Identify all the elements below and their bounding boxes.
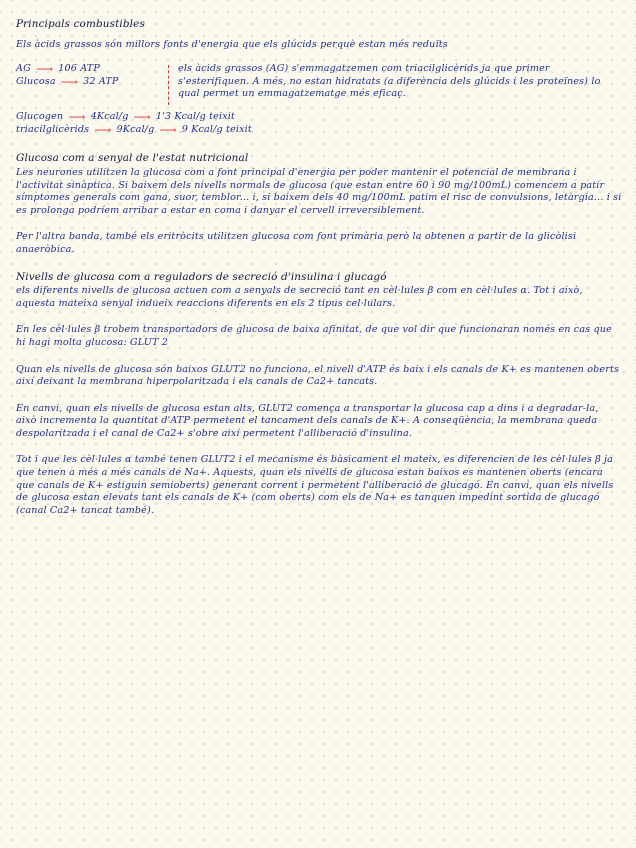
- dashed-divider: [168, 65, 178, 105]
- energy-value-triacilglicerids: 9Kcal/g: [116, 123, 155, 135]
- atp-comparison-list: [16, 63, 164, 88]
- atp-value-glucosa: 32 ATP: [83, 75, 119, 87]
- section-glucosa-senyal: [16, 152, 622, 256]
- paragraph: En canvi, quan els nivells de glucosa estan alts, GLUT2 comença a transportar la glucosa cap a dins i a degradar-la, això incrementa la quantitat d'ATP permetent el tancament dels canals de K+. A conseqüència, la membrana queda despolaritzada i el canal de Ca2+ s'obre així permetent l'alliberació d'insulina.: [16, 402, 599, 439]
- storage-note: els àcids grassos (AG) s'emmagatzemen com triacilglicèrids ja que primer s'esterifiquen. A més, no estan hidratats (a diferència dels glúcids i les proteïnes) lo qual permet un emmagatzematge més eficaç.: [178, 63, 601, 100]
- energy-result-triacilglicerids: 9 Kcal/g teixit: [181, 123, 252, 135]
- atp-row-glucosa: [16, 76, 164, 89]
- atp-label-glucosa: Glucosa: [16, 75, 56, 87]
- right-arrow-icon: ⟶: [68, 110, 86, 125]
- right-arrow-icon: ⟶: [35, 62, 54, 77]
- paragraph: Quan els nivells de glucosa són baixos GLUT2 no funciona, el nivell d'ATP és baix i els canals de K+ es mantenen oberts així deixant la membrana hiperpolaritzada i els canals de Ca2+ tancats.: [16, 363, 620, 388]
- section-nivells-glucosa: [16, 271, 622, 518]
- comparison-block: [16, 63, 622, 105]
- energy-value-glucogen: 4Kcal/g: [90, 111, 129, 123]
- atp-value-ag: 106 ATP: [58, 63, 100, 75]
- energy-label-triacilglicerids: triacilglicèrids: [16, 123, 90, 135]
- paragraph: els diferents nivells de glucosa actuen com a senyals de secreció tant en cèl·lules β com en cèl·lules α. Tot i això, aquesta mateixa senyal indueix reaccions diferents en els 2 tipus cel·lulars.: [16, 285, 583, 309]
- atp-label-ag: AG: [16, 63, 31, 75]
- right-arrow-icon: ⟶: [60, 75, 79, 90]
- paragraph: En les cèl·lules β trobem transportadors de glucosa de baixa afinitat, de que vol dir que funcionaran només en cas que hi hagi molta glucosa: GLUT 2: [16, 324, 612, 348]
- energy-row-triacilglicerids: [16, 124, 622, 137]
- paragraph: Les neurones utilitzen la glucosa com a font principal d'energia per poder mantenir el potencial de membrana i l'activitat sinàptica. Si baixem dels nivells normals de glucosa (que estan entre 60 i 90 mg/100mL) comencem a patir símptomes generals com gana, suor, temblor... i, si baixem dels 40 mg/100mL patim el risc de convulsions, letàrgia... i si es prolonga podríem arribar a estar en coma i danyar el cervell irreversiblement.: [16, 166, 622, 216]
- right-arrow-icon: ⟶: [159, 123, 177, 138]
- energy-result-glucogen: 1'3 Kcal/g teixit: [155, 111, 235, 123]
- section-heading: Glucosa com a senyal de l'estat nutricional: [16, 152, 249, 165]
- energy-density-list: [16, 111, 622, 136]
- energy-row-glucogen: [16, 111, 622, 124]
- atp-row-ag: [16, 63, 164, 76]
- right-arrow-icon: ⟶: [94, 123, 112, 138]
- paragraph: Tot i que les cèl·lules α també tenen GLUT2 i el mecanisme és bàsicament el mateix, es diferencien de les cèl·lules β ja que tenen a més a més canals de Na+. Aquests, quan els nivells de glucosa estan baixos es mantenen oberts (encara que canals de K+ estiguin semioberts) generant corrent i permetent l'alliberació de glucagó. En canvi, quan els nivells de glucosa estan elevats tant els canals de K+ (com oberts) com els de Na+ es tanquen impedint sortida de glucagó (canal Ca2+ tancat també).: [16, 454, 614, 516]
- right-arrow-icon: ⟶: [133, 110, 151, 125]
- page-title: Principals combustibles: [16, 18, 145, 30]
- energy-label-glucogen: Glucogen: [16, 111, 64, 123]
- intro-text: Els àcids grassos són millors fonts d'energia que els glúcids perquè estan més reduïts: [16, 38, 448, 50]
- section-heading: Nivells de glucosa com a reguladors de secreció d'insulina i glucagó: [16, 270, 387, 283]
- paragraph: Per l'altra banda, també els eritròcits utilitzen glucosa com font primària però la obtenen a partir de la glicòlisi anaeròbica.: [16, 231, 577, 255]
